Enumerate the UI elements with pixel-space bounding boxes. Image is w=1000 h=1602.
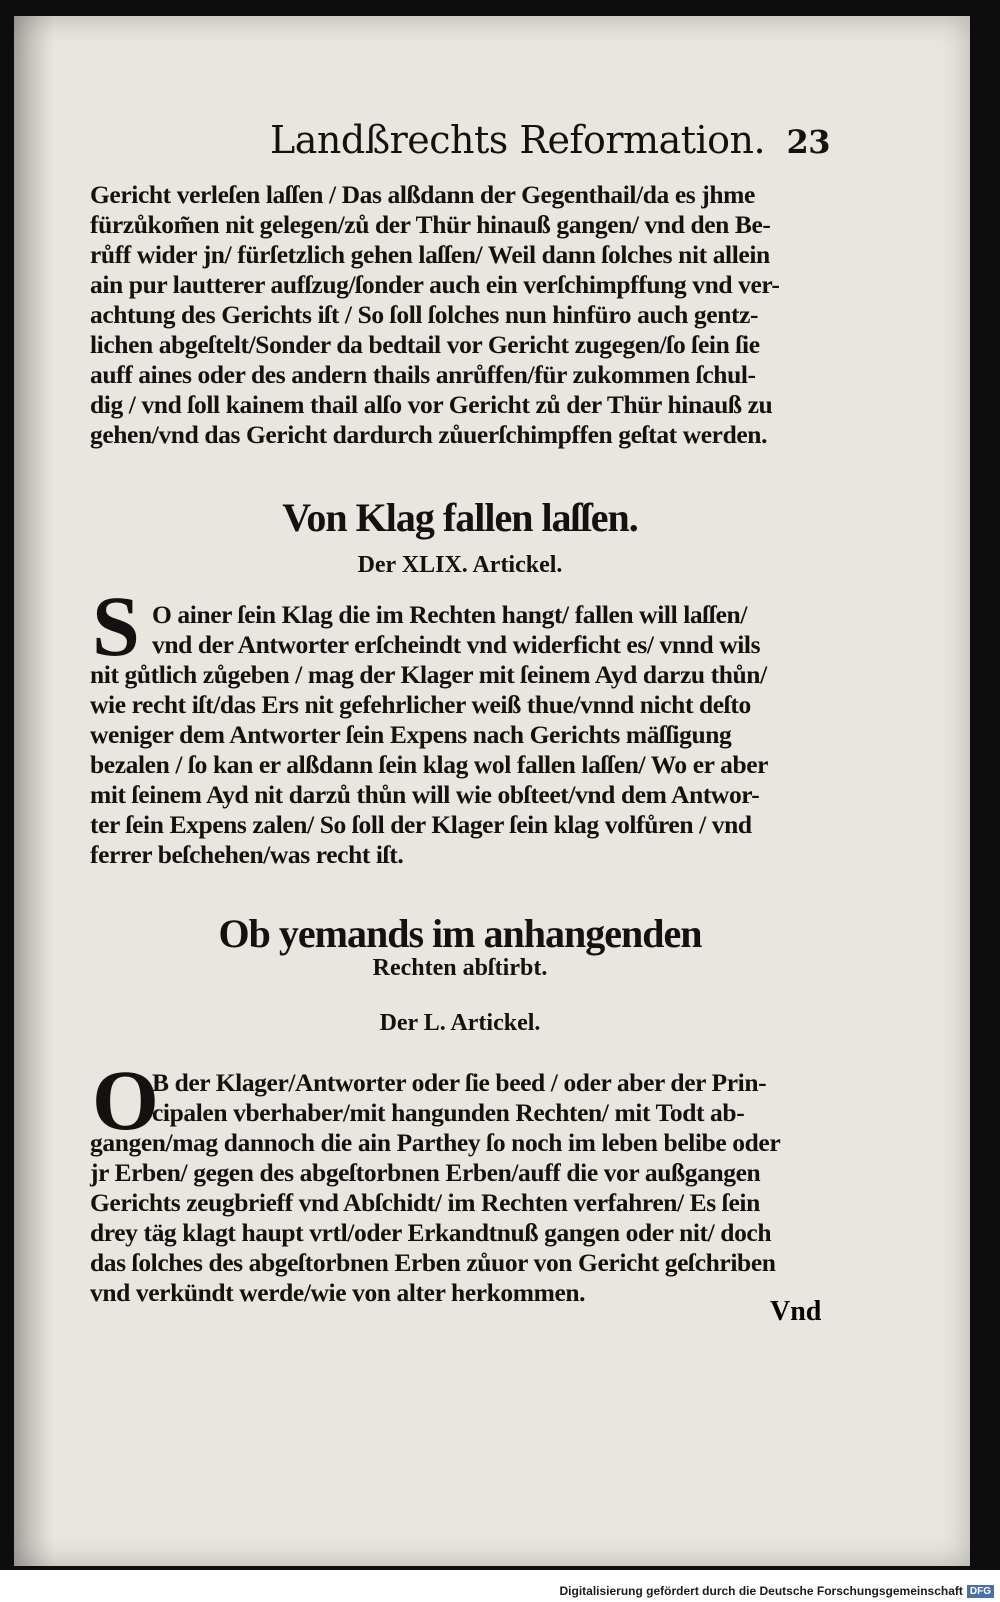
text-line: gehen/vnd das Gericht dardurch zůuerſchimpffen geſtat werden. — [90, 420, 768, 449]
text-line: cipalen vberhaber/mit hangunden Rechten/ mit Todt ab- — [152, 1098, 745, 1127]
drop-initial-o: O — [92, 1052, 159, 1148]
text-line: vnd der Antworter erſcheindt vnd widerficht es/ vnnd wils — [152, 630, 761, 659]
text-line: Gerichts zeugbrieff vnd Abſchidt/ im Rechten verfahren/ Es ſein — [90, 1188, 760, 1217]
text-line: ain pur lautterer aufſzug/ſonder auch ein verſchimpffung vnd ver- — [90, 270, 780, 299]
catchword: Vnd — [770, 1296, 822, 1327]
text-line: Gericht verleſen laſſen / Das alßdann der Gegenthail/da es jhme — [90, 180, 755, 209]
footer-text: Digitalisierung gefördert durch die Deutsche Forschungsgemeinschaft — [559, 1584, 963, 1598]
paragraph-continued — [90, 180, 830, 450]
text-line: lichen abgeſtelt/Sonder da bedtail vor Gericht zugegen/ſo ſein ſie — [90, 330, 760, 359]
footer-credit — [559, 1584, 994, 1598]
text-line: achtung des Gerichts iſt / So ſoll ſolches nun hinfüro auch gentz- — [90, 300, 759, 329]
drop-initial-s: S — [92, 578, 140, 674]
text-line: drey täg klagt haupt vrtl/oder Erkandtnuß gangen oder nit/ doch — [90, 1218, 772, 1247]
text-line: mit ſeinem Ayd nit darzů thůn will wie obſteet/vnd dem Antwor- — [90, 780, 760, 809]
text-line: O ainer ſein Klag die im Rechten hangt/ fallen will laſſen/ — [152, 600, 748, 629]
text-line: dig / vnd ſoll kainem thail alſo vor Gericht zů der Thür hinauß zu — [90, 390, 773, 419]
text-line: bezalen / ſo kan er alßdann ſein klag wol fallen laſſen/ Wo er aber — [90, 750, 769, 779]
text-line: wie recht iſt/das Ers nit gefehrlicher weiß thue/vnnd nicht deſto — [90, 690, 751, 719]
section-title-klag: Von Klag fallen laſſen. — [282, 495, 638, 540]
header-title: Landßrechts Reformation. — [270, 118, 766, 162]
article-label-xlix: Der XLIX. Artickel. — [357, 552, 563, 578]
text-line: růff wider jn/ fürſetzlich gehen laſſen/ Weil dann ſolches nit allein — [90, 240, 770, 269]
paragraph-anhangenden — [90, 1068, 830, 1308]
paragraph-klag — [90, 600, 830, 870]
page-number: 23 — [786, 123, 830, 161]
running-header — [270, 118, 830, 178]
text-line: nit gůtlich zůgeben / mag der Klager mit ſeinem Ayd darzu thůn/ — [90, 660, 767, 689]
text-line: ter ſein Expens zalen/ So ſoll der Klager ſein klag volfůren / vnd — [90, 810, 752, 839]
text-line: auff aines oder des andern thails anrůffen/für zukommen ſchul- — [90, 360, 756, 389]
page-gutter-shadow — [14, 16, 54, 1566]
dfg-logo: DFG — [967, 1585, 994, 1598]
article-label-l: Der L. Artickel. — [379, 1010, 541, 1036]
text-line: ferrer beſchehen/was recht iſt. — [90, 840, 404, 869]
text-line: B der Klager/Antworter oder ſie beed / oder aber der Prin- — [152, 1068, 767, 1097]
section-subtitle-abstirbt: Rechten abſtirbt. — [372, 955, 548, 981]
text-line: vnd verkündt werde/wie von alter herkommen. — [90, 1278, 586, 1307]
text-line: das ſolches des abgeſtorbnen Erben zůuor von Gericht geſchriben — [90, 1248, 776, 1277]
section-title-anhangenden: Ob yemands im anhangenden — [218, 911, 702, 956]
text-line: fürzůkom̃en nit gelegen/zů der Thür hinauß gangen/ vnd den Be- — [90, 210, 771, 239]
text-line: weniger dem Antworter ſein Expens nach Gerichts mäſſigung — [90, 720, 732, 749]
text-line: jr Erben/ gegen des abgeſtorbnen Erben/auff die vor außgangen — [90, 1158, 761, 1187]
text-line: gangen/mag dannoch die ain Parthey ſo noch im leben belibe oder — [90, 1128, 781, 1157]
